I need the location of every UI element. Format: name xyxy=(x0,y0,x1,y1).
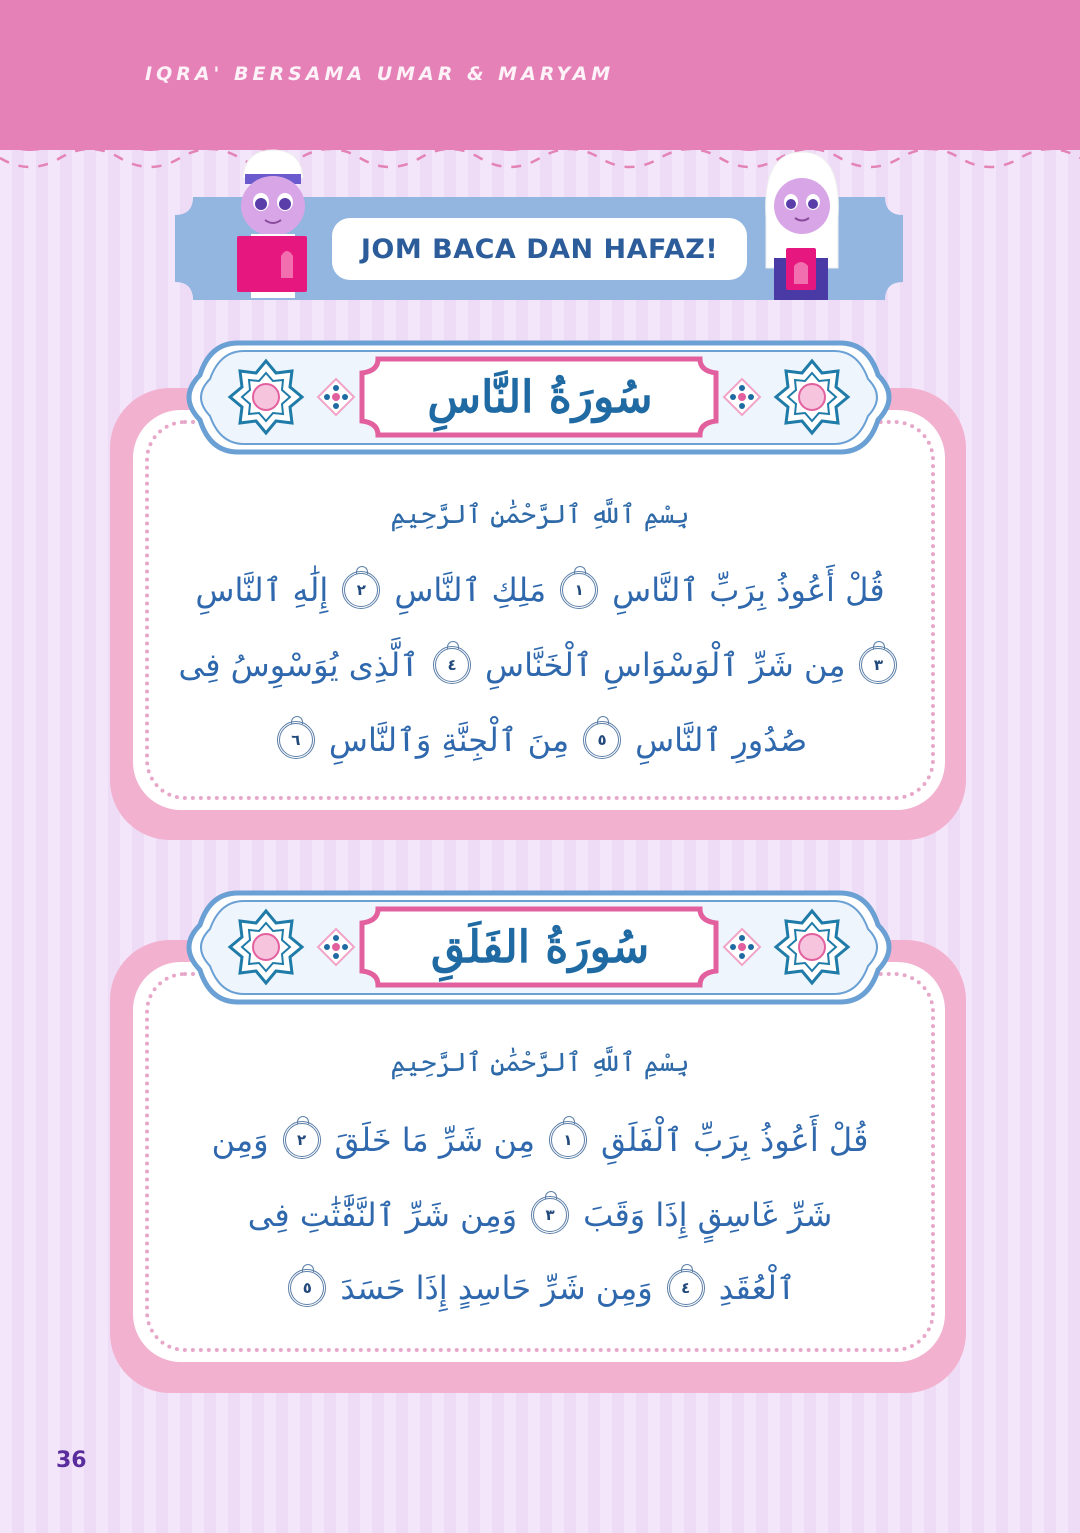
ayah-text: إِلَٰهِ ٱلنَّاسِ xyxy=(195,571,329,609)
ayah-line xyxy=(175,635,905,695)
surah-title: سُورَةُ الفَلَقِ xyxy=(430,921,650,973)
basmala: بِسْمِ ٱللَّهِ ٱلرَّحْمَٰنِ ٱلرَّحِيمِ xyxy=(390,1048,690,1078)
ayah-line xyxy=(175,560,905,620)
ayah-text: قُلْ أَعُوذُ بِرَبِّ ٱلْفَلَقِ xyxy=(600,1121,869,1159)
wavy-border xyxy=(0,120,1080,180)
ayah-number-marker: ٢ xyxy=(342,571,380,609)
ayah-text: مِنَ ٱلْجِنَّةِ وَٱلنَّاسِ xyxy=(328,721,570,759)
ayah-number-marker: ١ xyxy=(549,1121,587,1159)
boy-character-icon xyxy=(225,148,320,298)
ayah-number-marker: ٤ xyxy=(433,646,471,684)
ayah-number-marker: ٣ xyxy=(531,1196,569,1234)
ayah-text: قُلْ أَعُوذُ بِرَبِّ ٱلنَّاسِ xyxy=(612,571,885,609)
page-number: 36 xyxy=(56,1448,87,1473)
ayah-line xyxy=(175,1185,905,1245)
ayah-text: ٱلَّذِى يُوَسْوِسُ فِى xyxy=(178,646,420,684)
ayah-text: شَرِّ غَاسِقٍ إِذَا وَقَبَ xyxy=(583,1196,833,1234)
ayah-line xyxy=(175,1110,905,1170)
basmala: بِسْمِ ٱللَّهِ ٱلرَّحْمَٰنِ ٱلرَّحِيمِ xyxy=(390,500,690,530)
ayah-number-marker: ٦ xyxy=(277,721,315,759)
ayah-line xyxy=(175,1258,905,1318)
ayah-text: مِن شَرِّ ٱلْوَسْوَاسِ ٱلْخَنَّاسِ xyxy=(485,646,846,684)
girl-character-icon xyxy=(758,148,843,300)
ayah-text: وَمِن شَرِّ ٱلنَّفَّٰثَٰتِ فِى xyxy=(247,1196,518,1234)
ayah-text: مِن شَرِّ مَا خَلَقَ xyxy=(334,1121,535,1159)
ayah-number-marker: ٥ xyxy=(288,1269,326,1307)
ayah-text: صُدُورِ ٱلنَّاسِ xyxy=(635,721,808,759)
ayah-number-marker: ٢ xyxy=(283,1121,321,1159)
running-title: IQRA' BERSAMA UMAR & MARYAM xyxy=(145,63,615,85)
ayah-number-marker: ٣ xyxy=(859,646,897,684)
surah-title: سُورَةُ النَّاسِ xyxy=(427,371,653,423)
ayah-text: وَمِن xyxy=(211,1121,269,1159)
ayah-text: ٱلْعُقَدِ xyxy=(718,1269,796,1307)
ayah-number-marker: ١ xyxy=(560,571,598,609)
ayah-number-marker: ٥ xyxy=(583,721,621,759)
ayah-number-marker: ٤ xyxy=(667,1269,705,1307)
ayah-text: وَمِن شَرِّ حَاسِدٍ إِذَا حَسَدَ xyxy=(340,1269,653,1307)
jom-baca-label: JOM BACA DAN HAFAZ! xyxy=(332,218,747,280)
ayah-line xyxy=(175,710,905,770)
ayah-text: مَلِكِ ٱلنَّاسِ xyxy=(394,571,547,609)
